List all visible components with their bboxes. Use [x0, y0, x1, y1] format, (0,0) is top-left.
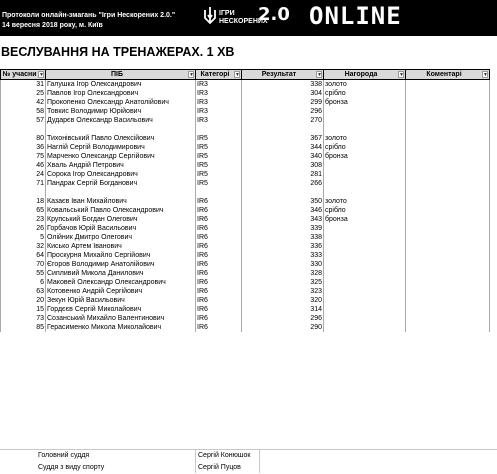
cell-name[interactable]: Наглій Сергій Володимирович — [46, 143, 196, 152]
table-row — [1, 323, 490, 332]
filter-dropdown-icon: ▼ — [39, 72, 44, 78]
cell-name[interactable]: Маковей Олександр Олександрович — [46, 278, 196, 287]
cell-result[interactable]: 314 — [242, 305, 324, 314]
cell-award[interactable]: золото — [324, 80, 406, 90]
cell-name[interactable]: Котовенко Андрій Сергійович — [46, 287, 196, 296]
cell-category[interactable]: IR6 — [196, 215, 242, 224]
cell-result[interactable]: 343 — [242, 215, 324, 224]
cell-comment[interactable] — [406, 134, 490, 143]
cell-number[interactable]: 58 — [1, 107, 46, 116]
cell-comment[interactable] — [406, 143, 490, 152]
cell-comment[interactable] — [406, 323, 490, 332]
sport-judge-name: Сергій Пуцов — [198, 464, 241, 471]
cell-award[interactable] — [324, 224, 406, 233]
table-row — [1, 314, 490, 323]
cell-number[interactable]: 24 — [1, 170, 46, 179]
cell-category[interactable]: IR3 — [196, 80, 242, 90]
filter-dropdown-icon: ▼ — [317, 72, 322, 78]
cell-name[interactable]: Пандрак Сергій Богданович — [46, 179, 196, 188]
cell-award[interactable] — [324, 278, 406, 287]
cell-comment[interactable] — [406, 80, 490, 90]
page-title: ВЕСЛУВАННЯ НА ТРЕНАЖЕРАХ. 1 ХВ — [1, 45, 235, 59]
table-row — [1, 170, 490, 179]
cell-name[interactable]: Крупський Богдан Олегович — [46, 215, 196, 224]
cell-result[interactable]: 325 — [242, 278, 324, 287]
cell-category[interactable]: IR6 — [196, 197, 242, 206]
cell-category[interactable]: IR6 — [196, 278, 242, 287]
cell-category[interactable]: IR6 — [196, 323, 242, 332]
cell-comment[interactable] — [406, 260, 490, 269]
cell-category[interactable]: IR6 — [196, 287, 242, 296]
logo-version: 2.0 — [258, 4, 290, 25]
results-table — [0, 69, 490, 332]
cell-number[interactable]: 23 — [1, 215, 46, 224]
cell-name[interactable]: Сорока Ігор Олександрович — [46, 170, 196, 179]
cell-result[interactable]: 338 — [242, 233, 324, 242]
cell-result[interactable]: 340 — [242, 152, 324, 161]
table-header-row — [1, 70, 490, 80]
cell-category[interactable]: IR3 — [196, 107, 242, 116]
cell-result[interactable]: 338 — [242, 80, 324, 90]
cell-result[interactable]: 336 — [242, 242, 324, 251]
cell-result[interactable]: 346 — [242, 206, 324, 215]
cell-award[interactable]: срібло — [324, 206, 406, 215]
cell-category[interactable]: IR6 — [196, 260, 242, 269]
table-row — [1, 116, 490, 125]
table-spacer-row — [1, 188, 490, 197]
cell-comment[interactable] — [406, 179, 490, 188]
cell-award[interactable] — [324, 305, 406, 314]
cell-award[interactable] — [324, 116, 406, 125]
cell-category[interactable]: IR6 — [196, 224, 242, 233]
cell-name[interactable]: Кисько Артем Іванович — [46, 242, 196, 251]
filter-dropdown-icon: ▼ — [189, 72, 194, 78]
table-spacer-row — [1, 125, 490, 134]
cell-comment[interactable] — [406, 89, 490, 98]
cell-category[interactable]: IR5 — [196, 161, 242, 170]
table-row — [1, 161, 490, 170]
cell-category[interactable]: IR5 — [196, 170, 242, 179]
cell-number[interactable]: 71 — [1, 179, 46, 188]
cell-result[interactable]: 299 — [242, 98, 324, 107]
cell-number[interactable]: 31 — [1, 80, 46, 90]
chief-judge-name: Сергій Конюшок — [198, 452, 251, 459]
protocol-date: 14 вересня 2018 року, м. Київ — [2, 22, 103, 29]
cell-award[interactable]: бронза — [324, 152, 406, 161]
cell-number[interactable]: 5 — [1, 233, 46, 242]
table-row — [1, 98, 490, 107]
table-row — [1, 296, 490, 305]
column-header-comments[interactable]: Коментарі ▼ — [406, 70, 490, 80]
cell-award[interactable] — [324, 161, 406, 170]
cell-comment[interactable] — [406, 224, 490, 233]
cell-number[interactable]: 75 — [1, 152, 46, 161]
cell-comment[interactable] — [406, 197, 490, 206]
cell-result[interactable]: 344 — [242, 143, 324, 152]
cell-result[interactable]: 339 — [242, 224, 324, 233]
table-row — [1, 179, 490, 188]
cell-name[interactable]: Єгоров Володимир Анатолійович — [46, 260, 196, 269]
cell-result[interactable]: 290 — [242, 323, 324, 332]
cell-category[interactable]: IR6 — [196, 305, 242, 314]
chief-judge-label: Головний суддя — [38, 452, 90, 459]
cell-comment[interactable] — [406, 233, 490, 242]
cell-comment[interactable] — [406, 287, 490, 296]
cell-number[interactable]: 80 — [1, 134, 46, 143]
cell-award[interactable]: золото — [324, 134, 406, 143]
table-row — [1, 287, 490, 296]
table-row — [1, 143, 490, 152]
cell-award[interactable] — [324, 242, 406, 251]
cell-category[interactable]: IR6 — [196, 242, 242, 251]
cell-comment[interactable] — [406, 314, 490, 323]
column-header-category[interactable]: Категорі ▼ — [196, 70, 242, 80]
cell-award[interactable] — [324, 269, 406, 278]
table-row — [1, 215, 490, 224]
cell-result[interactable]: 281 — [242, 170, 324, 179]
cell-category[interactable]: IR6 — [196, 314, 242, 323]
cell-category[interactable]: IR5 — [196, 179, 242, 188]
table-row — [1, 242, 490, 251]
cell-award[interactable]: срібло — [324, 89, 406, 98]
cell-result[interactable]: 330 — [242, 260, 324, 269]
cell-name[interactable]: Галушка Ігор Олександрович — [46, 80, 196, 90]
filter-dropdown-icon: ▼ — [483, 72, 488, 78]
table-row — [1, 197, 490, 206]
cell-category[interactable]: IR6 — [196, 269, 242, 278]
cell-category[interactable]: IR5 — [196, 152, 242, 161]
cell-result[interactable]: 296 — [242, 314, 324, 323]
table-row — [1, 260, 490, 269]
cell-comment[interactable] — [406, 116, 490, 125]
table-row — [1, 134, 490, 143]
cell-result[interactable]: 350 — [242, 197, 324, 206]
column-header-result[interactable]: Результат ▼ — [242, 70, 324, 80]
cell-award[interactable] — [324, 314, 406, 323]
cell-comment[interactable] — [406, 251, 490, 260]
cell-category[interactable]: IR6 — [196, 251, 242, 260]
cell-number[interactable]: 65 — [1, 206, 46, 215]
cell-comment[interactable] — [406, 269, 490, 278]
cell-number[interactable]: 32 — [1, 242, 46, 251]
filter-dropdown-icon: ▼ — [399, 72, 404, 78]
cell-number[interactable]: 55 — [1, 269, 46, 278]
cell-award[interactable] — [324, 233, 406, 242]
column-header-number[interactable]: № учасни ▼ — [2, 71, 44, 78]
cell-number[interactable]: 15 — [1, 305, 46, 314]
cell-award[interactable]: золото — [324, 197, 406, 206]
cell-category[interactable]: IR5 — [196, 143, 242, 152]
table-row — [1, 233, 490, 242]
cell-award[interactable] — [324, 107, 406, 116]
logo-word-1: ІГРИ — [219, 10, 235, 17]
cell-number[interactable]: 36 — [1, 143, 46, 152]
cell-result[interactable]: 320 — [242, 296, 324, 305]
cell-number[interactable]: 73 — [1, 314, 46, 323]
header-banner — [0, 0, 497, 36]
protocol-title: Протоколи онлайн-змагань "Ігри Нескорених 2.0." — [2, 12, 176, 19]
cell-name[interactable]: Марченко Олександр Сергійович — [46, 152, 196, 161]
table-row — [1, 89, 490, 98]
cell-comment[interactable] — [406, 152, 490, 161]
cell-result[interactable]: 308 — [242, 161, 324, 170]
cell-category[interactable]: IR6 — [196, 233, 242, 242]
cell-comment[interactable] — [406, 107, 490, 116]
cell-category[interactable]: IR6 — [196, 206, 242, 215]
cell-award[interactable] — [324, 251, 406, 260]
cell-comment[interactable] — [406, 242, 490, 251]
cell-number[interactable]: 70 — [1, 260, 46, 269]
table-row — [1, 206, 490, 215]
cell-name[interactable]: Тихонівський Павло Олексійович — [46, 134, 196, 143]
cell-number[interactable]: 64 — [1, 251, 46, 260]
cell-number[interactable]: 20 — [1, 296, 46, 305]
cell-award[interactable] — [324, 323, 406, 332]
cell-name[interactable]: Казаєв Іван Михайлович — [46, 197, 196, 206]
cell-name[interactable]: Горбачов Юрій Васильович — [46, 224, 196, 233]
cell-result[interactable]: 270 — [242, 116, 324, 125]
cell-award[interactable] — [324, 260, 406, 269]
sport-judge-label: Суддя з виду спорту — [38, 464, 105, 471]
table-row — [1, 278, 490, 287]
logo-word-2: НЕСКОРЕНИХ — [219, 18, 268, 25]
table-row — [1, 269, 490, 278]
table-row — [1, 251, 490, 260]
cell-result[interactable]: 333 — [242, 251, 324, 260]
cell-name[interactable]: Проскурня Михайло Сергійович — [46, 251, 196, 260]
cell-category[interactable]: IR3 — [196, 116, 242, 125]
cell-number[interactable]: 18 — [1, 197, 46, 206]
cell-comment[interactable] — [406, 161, 490, 170]
cell-result[interactable]: 323 — [242, 287, 324, 296]
cell-name[interactable]: Гордєєв Сергій Миколайович — [46, 305, 196, 314]
cell-category[interactable]: IR6 — [196, 296, 242, 305]
cell-award[interactable]: бронза — [324, 98, 406, 107]
cell-number[interactable]: 57 — [1, 116, 46, 125]
cell-name[interactable]: Товкис Володимир Юрійович — [46, 107, 196, 116]
cell-award[interactable] — [324, 170, 406, 179]
cell-result[interactable]: 296 — [242, 107, 324, 116]
cell-comment[interactable] — [406, 296, 490, 305]
cell-award[interactable] — [324, 179, 406, 188]
cell-result[interactable]: 266 — [242, 179, 324, 188]
trident-logo-icon — [203, 6, 217, 26]
cell-name[interactable]: Герасименко Микола Миколайович — [46, 323, 196, 332]
filter-dropdown-icon: ▼ — [235, 72, 240, 78]
table-row — [1, 80, 490, 90]
cell-comment[interactable] — [406, 206, 490, 215]
cell-name[interactable]: Хваль Андрій Петрович — [46, 161, 196, 170]
cell-category[interactable]: IR3 — [196, 89, 242, 98]
cell-result[interactable]: 304 — [242, 89, 324, 98]
cell-number[interactable]: 42 — [1, 98, 46, 107]
cell-number[interactable]: 63 — [1, 287, 46, 296]
cell-award[interactable] — [324, 296, 406, 305]
cell-name[interactable]: Павлов Ігор Олександрович — [46, 89, 196, 98]
cell-number[interactable]: 6 — [1, 278, 46, 287]
logo-online: ONLINE — [309, 2, 402, 30]
cell-result[interactable]: 367 — [242, 134, 324, 143]
table-row — [1, 224, 490, 233]
cell-category[interactable]: IR5 — [196, 134, 242, 143]
cell-number[interactable]: 46 — [1, 161, 46, 170]
cell-comment[interactable] — [406, 305, 490, 314]
cell-name[interactable]: Ковальський Павло Олександрович — [46, 206, 196, 215]
cell-comment[interactable] — [406, 98, 490, 107]
cell-number[interactable]: 25 — [1, 89, 46, 98]
table-row — [1, 152, 490, 161]
cell-comment[interactable] — [406, 215, 490, 224]
table-row — [1, 107, 490, 116]
cell-name[interactable]: Зекун Юрій Васильович — [46, 296, 196, 305]
cell-result[interactable]: 328 — [242, 269, 324, 278]
cell-award[interactable] — [324, 287, 406, 296]
cell-name[interactable]: Дударєв Олександр Васильович — [46, 116, 196, 125]
cell-name[interactable]: Созанський Михайло Валентинович — [46, 314, 196, 323]
column-header-name[interactable]: ПІБ ▼ — [46, 70, 196, 80]
cell-award[interactable]: бронза — [324, 215, 406, 224]
cell-name[interactable]: Прокопенко Олександр Анатолійович — [46, 98, 196, 107]
cell-category[interactable]: IR3 — [196, 98, 242, 107]
cell-name[interactable]: Олійник Дмитро Олегович — [46, 233, 196, 242]
cell-comment[interactable] — [406, 170, 490, 179]
cell-name[interactable]: Сипливий Микола Данилович — [46, 269, 196, 278]
cell-number[interactable]: 85 — [1, 323, 46, 332]
table-row — [1, 305, 490, 314]
cell-award[interactable]: срібло — [324, 143, 406, 152]
cell-number[interactable]: 26 — [1, 224, 46, 233]
cell-comment[interactable] — [406, 278, 490, 287]
column-header-award[interactable]: Нагорода ▼ — [324, 70, 406, 80]
